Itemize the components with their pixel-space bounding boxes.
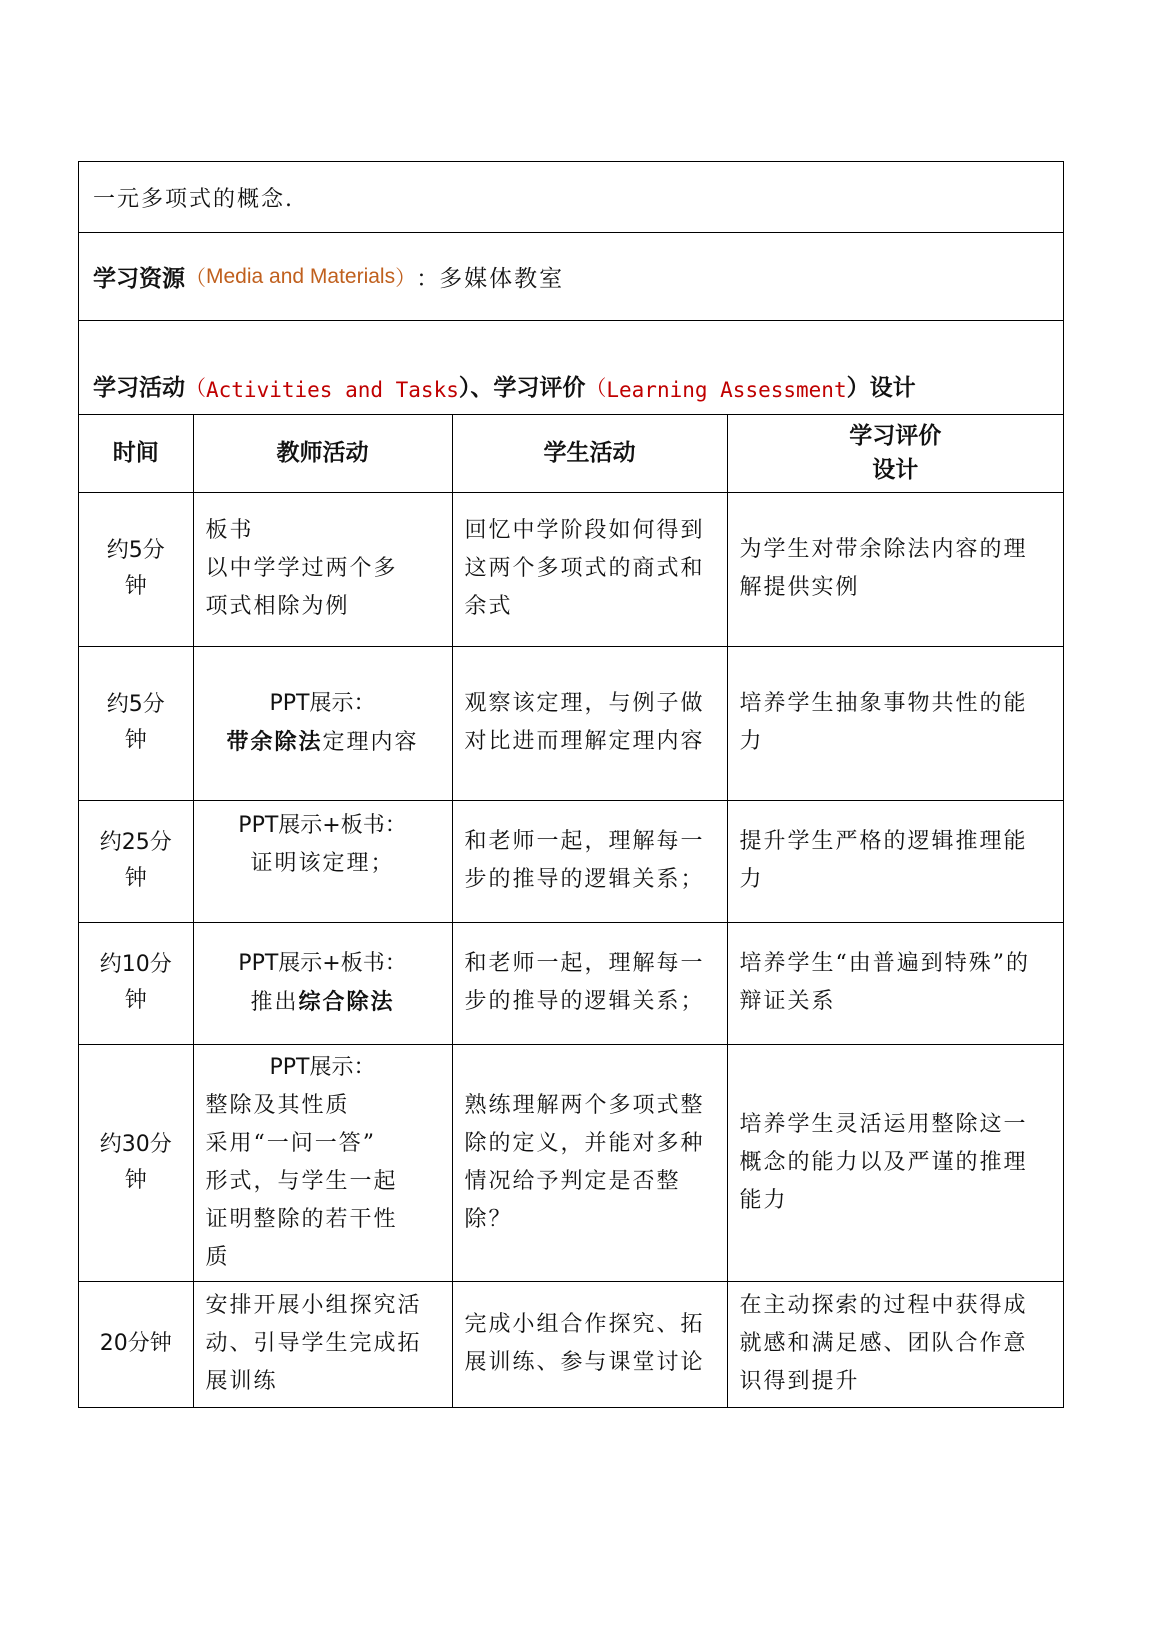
teacher-activity-text: 项式相除为例 <box>205 594 350 619</box>
table-row <box>79 1281 1063 1407</box>
teacher-activity-bold-term: 综合除法 <box>298 988 395 1015</box>
assessment-english-label: Learning Assessment <box>606 378 847 402</box>
media-close-paren: ） <box>395 266 417 290</box>
lesson-plan-document <box>78 161 1064 1408</box>
header-time: 时间 <box>79 415 193 492</box>
media-colon: ： <box>416 266 440 292</box>
time-cell <box>79 1044 193 1281</box>
teacher-activity-text: 采用“一问一答” <box>205 1130 376 1156</box>
student-activity-cell: 回忆中学阶段如何得到这两个多项式的商式和余式 <box>452 492 727 646</box>
time-text: 约30分 <box>99 1131 172 1157</box>
student-activity-cell: 熟练理解两个多项式整除的定义，并能对多种情况给予判定是否整除？ <box>452 1044 727 1281</box>
teacher-activity-cell <box>193 492 452 646</box>
teacher-activity-text: 形式，与学生一起 <box>205 1168 398 1194</box>
teacher-activity-text: 整除及其性质 <box>205 1092 350 1118</box>
teacher-activity-text: 证明该定理； <box>250 850 395 876</box>
activities-heading-row <box>79 321 1063 415</box>
assessment-cell: 提升学生严格的逻辑推理能力 <box>727 800 1063 922</box>
table-row <box>79 492 1063 646</box>
teacher-activity-cell <box>193 646 452 800</box>
time-cell <box>79 646 193 800</box>
teacher-activity-text: 证明整除的若干性 <box>205 1206 398 1232</box>
teacher-activity-text: PPT展示： <box>269 690 376 716</box>
table-row <box>79 922 1063 1044</box>
time-text: 约10分 <box>99 952 172 977</box>
media-label: 学习资源 <box>93 266 185 292</box>
teacher-activity-bold-term: 带余除法 <box>226 728 323 755</box>
time-text: 约25分 <box>99 830 172 855</box>
time-text: 钟 <box>124 574 147 599</box>
header-student-activity: 学生活动 <box>452 415 727 492</box>
student-activity-cell: 和老师一起，理解每一步的推导的逻辑关系； <box>452 922 727 1044</box>
teacher-activity-cell <box>193 922 452 1044</box>
teacher-activity-text: 质 <box>205 1244 230 1270</box>
activities-open-paren: （ <box>185 376 206 400</box>
time-text: 20分钟 <box>99 1331 172 1357</box>
teacher-activity-text: 板书 <box>205 518 254 543</box>
activities-english-label: Activities and Tasks <box>206 378 459 402</box>
assessment-cell: 培养学生“由普遍到特殊”的辩证关系 <box>727 922 1063 1044</box>
table-row <box>79 1044 1063 1281</box>
table-header-row <box>79 415 1063 492</box>
activities-label: 学习活动 <box>93 375 185 401</box>
time-cell <box>79 800 193 922</box>
time-text: 钟 <box>124 866 147 891</box>
assessment-close-paren: ） <box>846 375 870 401</box>
time-cell <box>79 922 193 1044</box>
time-text: 约5分 <box>106 692 165 717</box>
header-assessment-design <box>727 415 1063 492</box>
time-cell <box>79 492 193 646</box>
concept-row <box>79 162 1063 233</box>
teacher-activity-text: 推出 <box>250 989 299 1015</box>
assessment-cell: 培养学生抽象事物共性的能力 <box>727 646 1063 800</box>
teacher-activity-cell: 安排开展小组探究活动、引导学生完成拓展训练 <box>193 1281 452 1407</box>
assessment-cell: 为学生对带余除法内容的理解提供实例 <box>727 492 1063 646</box>
time-text: 约5分 <box>106 538 165 563</box>
table-row <box>79 646 1063 800</box>
design-suffix: 设计 <box>869 375 916 401</box>
time-text: 钟 <box>124 1167 147 1193</box>
header-assessment-line2: 设计 <box>872 457 919 484</box>
teacher-activity-text: PPT展示+板书： <box>238 812 407 838</box>
header-assessment-line1: 学习评价 <box>849 423 942 450</box>
media-english-label: Media and Materials <box>206 264 396 288</box>
teacher-activity-text: 以中学学过两个多 <box>205 556 398 581</box>
media-value: 多媒体教室 <box>439 266 565 292</box>
teacher-activity-text: 定理内容 <box>322 729 419 755</box>
student-activity-cell: 和老师一起，理解每一步的推导的逻辑关系； <box>452 800 727 922</box>
assessment-open-paren: （ <box>585 376 607 400</box>
media-row <box>79 233 1063 321</box>
teacher-activity-text: PPT展示： <box>269 1054 376 1080</box>
time-cell <box>79 1281 193 1407</box>
time-text: 钟 <box>124 988 147 1013</box>
assessment-label: 学习评价 <box>493 375 586 401</box>
student-activity-cell: 观察该定理，与例子做对比进而理解定理内容 <box>452 646 727 800</box>
time-text: 钟 <box>124 728 147 753</box>
activities-table <box>79 415 1063 1407</box>
concept-text: 一元多项式的概念. <box>93 186 294 212</box>
teacher-activity-text: PPT展示+板书： <box>238 950 407 976</box>
assessment-cell: 培养学生灵活运用整除这一概念的能力以及严谨的推理能力 <box>727 1044 1063 1281</box>
student-activity-cell: 完成小组合作探究、拓展训练、参与课堂讨论 <box>452 1281 727 1407</box>
teacher-activity-cell <box>193 1044 452 1281</box>
assessment-cell: 在主动探索的过程中获得成就感和满足感、团队合作意识得到提升 <box>739 1293 1028 1395</box>
header-teacher-activity: 教师活动 <box>193 415 452 492</box>
teacher-activity-cell <box>193 800 452 922</box>
media-open-paren: （ <box>185 266 206 290</box>
activities-close-paren: ）、 <box>458 375 494 401</box>
table-row <box>79 800 1063 922</box>
